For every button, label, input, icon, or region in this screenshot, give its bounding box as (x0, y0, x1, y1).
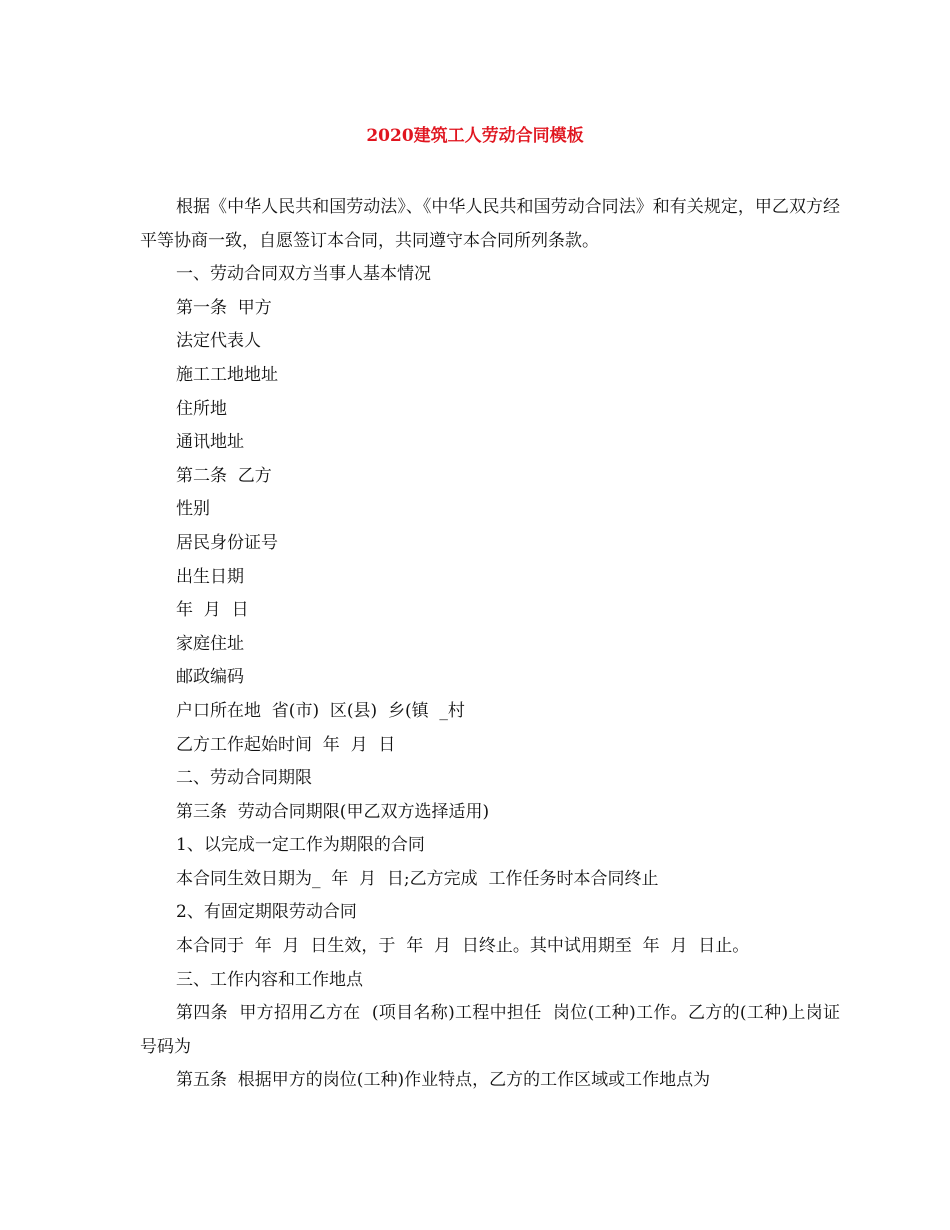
field-home-address: 家庭住址 (176, 633, 244, 654)
option-fixed-term-contract: 2、有固定期限劳动合同 (176, 902, 357, 923)
paragraph-preamble: 根据《中华人民共和国劳动法》、《中华人民共和国劳动合同法》和有关规定，甲乙双方经平等协商一致，自愿签订本合同，共同遵守本合同所列条款。 (140, 197, 840, 251)
article-2-party-b: 第二条 乙方 (176, 465, 272, 486)
section-heading-work: 三、工作内容和工作地点 (176, 969, 363, 990)
field-mailing-address: 通讯地址 (176, 432, 244, 453)
fixed-term-dates: 本合同于 年 月 日生效，于 年 月 日终止。其中试用期至 年 月 日止。 (176, 936, 750, 957)
field-legal-representative: 法定代表人 (176, 331, 261, 352)
document-title: 2020建筑工人劳动合同模板 (366, 126, 584, 146)
task-based-effective-date: 本合同生效日期为_ 年 月 日;乙方完成 工作任务时本合同终止 (176, 868, 659, 889)
field-household-registration: 户口所在地 省(市) 区(县) 乡(镇 _村 (176, 700, 465, 721)
field-date-blank: 年 月 日 (176, 600, 249, 621)
field-id-number: 居民身份证号 (176, 532, 278, 553)
article-3-term: 第三条 劳动合同期限(甲乙双方选择适用) (176, 801, 490, 822)
field-site-address: 施工工地地址 (176, 364, 278, 385)
section-heading-term: 二、劳动合同期限 (176, 768, 312, 789)
option-task-based-contract: 1、以完成一定工作为期限的合同 (176, 835, 425, 856)
field-domicile: 住所地 (176, 398, 227, 419)
document-body (140, 191, 840, 1098)
article-4-position: 第四条 甲方招用乙方在 (项目名称)工程中担任 岗位(工种)工作。乙方的(工种)上岗证号码为 (140, 1003, 840, 1057)
field-start-date: 乙方工作起始时间 年 月 日 (176, 734, 396, 755)
field-postal-code: 邮政编码 (176, 667, 244, 688)
section-heading-parties: 一、劳动合同双方当事人基本情况 (176, 264, 431, 285)
article-5-work-location: 第五条 根据甲方的岗位(工种)作业特点，乙方的工作区域或工作地点为 (176, 1070, 711, 1091)
article-1-party-a: 第一条 甲方 (176, 297, 272, 318)
field-birth-date: 出生日期 (176, 566, 244, 587)
field-gender: 性别 (176, 499, 210, 520)
